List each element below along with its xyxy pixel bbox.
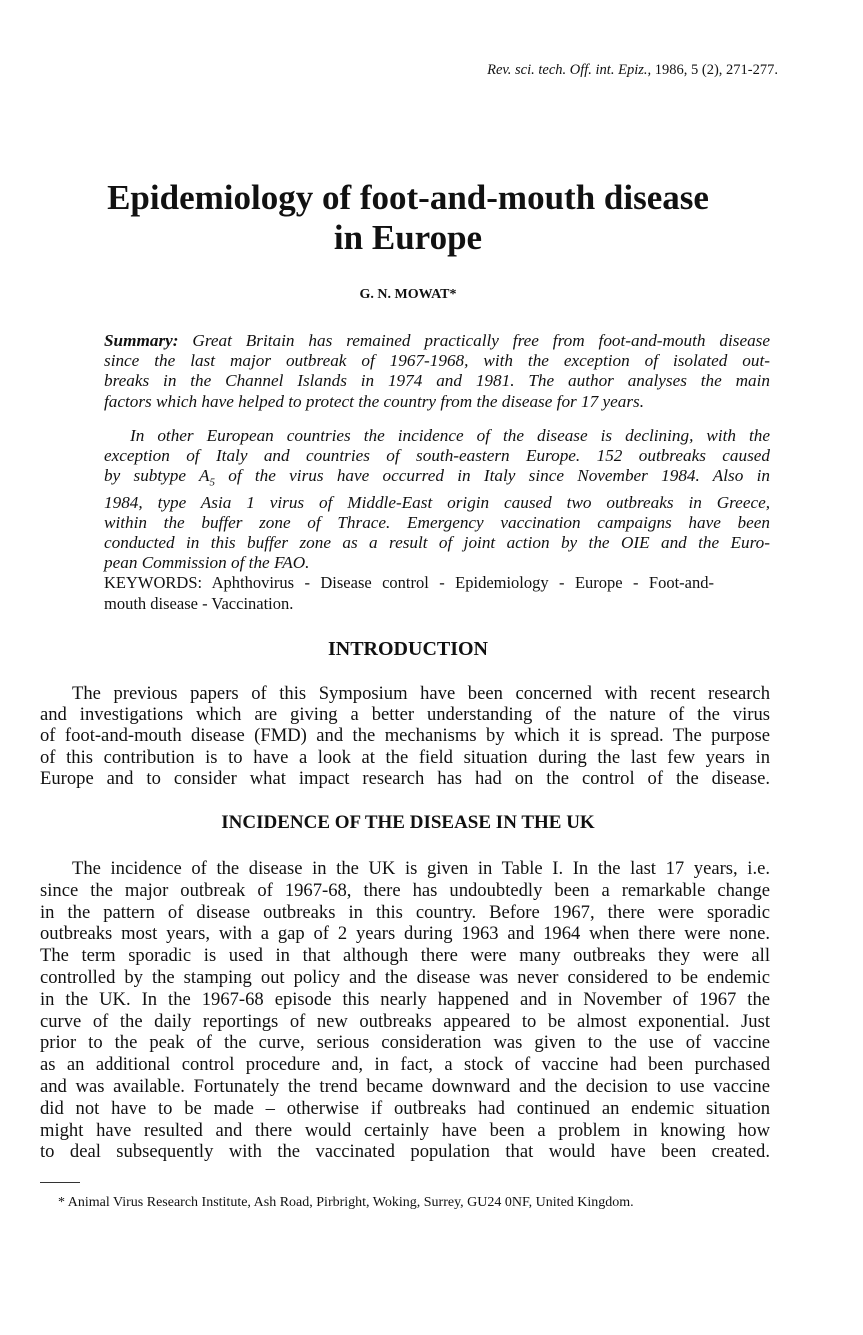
body-line: to deal subsequently with the vaccinated population that would have been created.: [40, 1141, 770, 1163]
footnote-rule: [40, 1182, 80, 1183]
summary-text: Great Britain has remained practically free from foot-and-mouth disease: [192, 331, 771, 350]
body-line: in the UK. In the 1967-68 episode this nearly happened and in November of 1967 the: [40, 988, 770, 1010]
incidence-paragraph: [40, 858, 770, 1163]
body-line: and was available. Fortunately the trend became downward and the decision to use vaccine: [40, 1075, 770, 1097]
journal-name: Rev. sci. tech. Off. int. Epiz.,: [487, 62, 652, 78]
summary-label: Summary:: [104, 331, 179, 350]
summary: [104, 331, 770, 574]
keywords: [104, 572, 714, 614]
body-line: and investigations which are giving a better understanding of the nature of the virus: [40, 704, 770, 726]
body-line: of this contribution is to have a look at the field situation during the last few years in: [40, 746, 770, 768]
body-line: of foot-and-mouth disease (FMD) and the mechanisms by which it is spread. The purpose: [40, 725, 770, 747]
summary-line: breaks in the Channel Islands in 1974 and 1981. The author analyses the main: [104, 371, 770, 391]
body-line: prior to the peak of the curve, serious consideration was given to the use of vaccine: [40, 1032, 770, 1054]
summary-line: pean Commission of the FAO.: [104, 553, 310, 573]
journal-details: 1986, 5 (2), 271-277.: [651, 62, 778, 78]
body-line: The incidence of the disease in the UK is given in Table I. In the last 17 years, i.e.: [72, 858, 770, 879]
title-line-1: Epidemiology of foot-and-mouth disease: [107, 178, 709, 217]
summary-line: In other European countries the incidence of the disease is declining, with the: [130, 425, 770, 445]
title-line-2: in Europe: [333, 218, 483, 257]
summary-line: within the buffer zone of Thrace. Emergency vaccination campaigns have been: [104, 513, 770, 533]
introduction-paragraph: [40, 683, 770, 789]
summary-line: since the last major outbreak of 1967-1968, with the exception of isolated out-: [104, 351, 770, 371]
author: G. N. MOWAT*: [359, 287, 457, 302]
heading-incidence: INCIDENCE OF THE DISEASE IN THE UK: [221, 812, 595, 833]
summary-line: conducted in this buffer zone as a result of joint action by the OIE and the Euro-: [104, 533, 770, 553]
summary-line: [104, 331, 770, 351]
summary-text: of the virus have occurred in Italy since November 1984. Also in: [214, 466, 770, 486]
body-line: The previous papers of this Symposium have been concerned with recent research: [72, 683, 770, 704]
body-line: since the major outbreak of 1967-68, there has undoubtedly been a remarkable change: [40, 879, 770, 901]
footnote: * Animal Virus Research Institute, Ash Road, Pirbright, Woking, Surrey, GU24 0NF, United Kingdom.: [58, 1195, 634, 1210]
summary-line: factors which have helped to protect the country from the disease for 17 years.: [104, 391, 645, 411]
body-line: The term sporadic is used in that although there were many outbreaks they were all: [40, 945, 770, 967]
body-line: controlled by the stamping out policy and the disease was never considered to be endemic: [40, 966, 770, 988]
body-line: outbreaks most years, with a gap of 2 years during 1963 and 1964 when there were none.: [40, 923, 770, 945]
summary-line: [104, 466, 770, 493]
subscript: 5: [209, 476, 215, 489]
body-line: might have resulted and there would certainly have been a problem in knowing how: [40, 1119, 770, 1141]
body-line: Europe and to consider what impact research has had on the control of the disease.: [40, 767, 770, 789]
body-line: in the pattern of disease outbreaks in this country. Before 1967, there were sporadic: [40, 901, 770, 923]
running-header: [487, 62, 778, 79]
keywords-line: KEYWORDS: Aphthovirus - Disease control - Epidemiology - Europe - Foot-and-: [104, 573, 714, 592]
summary-text: by subtype A: [104, 466, 210, 486]
body-line: as an additional control procedure and, in fact, a stock of vaccine had been purchased: [40, 1054, 770, 1076]
summary-line: exception of Italy and countries of south-eastern Europe. 152 outbreaks caused: [104, 446, 770, 466]
heading-introduction: INTRODUCTION: [327, 638, 489, 660]
keywords-line: mouth disease - Vaccination.: [104, 594, 294, 613]
body-line: did not have to be made – otherwise if outbreaks had continued an endemic situation: [40, 1097, 770, 1119]
body-line: curve of the daily reportings of new outbreaks appeared to be almost exponential. Just: [40, 1010, 770, 1032]
summary-line: 1984, type Asia 1 virus of Middle-East origin caused two outbreaks in Greece,: [104, 492, 770, 512]
